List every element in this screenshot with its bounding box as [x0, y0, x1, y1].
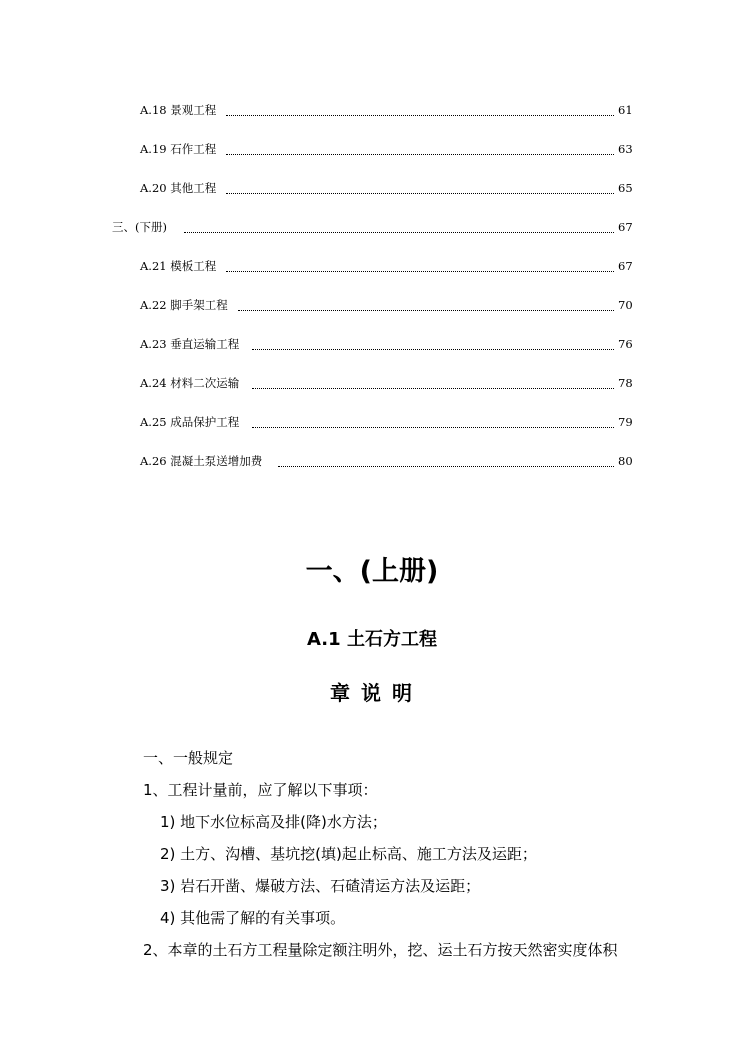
rule-sub-item: 2) 土方、沟槽、基坑挖(填)起止标高、施工方法及运距； — [160, 845, 537, 863]
toc-page-number: 65 — [618, 181, 633, 195]
toc-entry[interactable] — [0, 414, 744, 430]
toc-page-number: 67 — [618, 259, 633, 273]
toc-page-number: 70 — [618, 298, 633, 312]
toc-leader-dots — [226, 141, 614, 155]
toc-page-number: 79 — [618, 415, 633, 429]
toc-entry[interactable] — [0, 219, 744, 235]
chapter-title: A.1 土石方工程 — [307, 629, 437, 650]
volume-title: 一、(上册) — [305, 556, 439, 587]
toc-entry-label: A.18 景观工程 — [140, 103, 217, 117]
toc-entry[interactable] — [0, 141, 744, 157]
toc-entry-label: A.26 混凝土泵送增加费 — [140, 454, 263, 468]
toc-leader-dots — [184, 219, 614, 233]
toc-leader-dots — [252, 375, 614, 389]
rule-sub-item: 3) 岩石开凿、爆破方法、石碴清运方法及运距； — [160, 877, 481, 895]
toc-page-number: 78 — [618, 376, 633, 390]
toc-entry[interactable] — [0, 180, 744, 196]
toc-entry[interactable] — [0, 258, 744, 274]
toc-leader-dots — [252, 414, 614, 428]
toc-entry-label: A.20 其他工程 — [140, 181, 217, 195]
toc-page-number: 67 — [618, 220, 633, 234]
toc-entry-label: A.23 垂直运输工程 — [140, 337, 240, 351]
toc-entry[interactable] — [0, 375, 744, 391]
general-rules-heading: 一、一般规定 — [143, 749, 234, 767]
toc-entry[interactable] — [0, 453, 744, 469]
toc-entry-label: A.21 模板工程 — [140, 259, 217, 273]
rule-sub-item: 1) 地下水位标高及排(降)水方法； — [160, 813, 387, 831]
toc-entry-label: 三、(下册) — [112, 220, 167, 234]
toc-leader-dots — [226, 102, 614, 116]
toc-entry-label: A.25 成品保护工程 — [140, 415, 240, 429]
toc-leader-dots — [252, 336, 614, 350]
toc-page-number: 61 — [618, 103, 633, 117]
toc-leader-dots — [226, 258, 614, 272]
toc-entry[interactable] — [0, 297, 744, 313]
rule-sub-item: 4) 其他需了解的有关事项。 — [160, 909, 346, 927]
toc-leader-dots — [238, 297, 614, 311]
rule-item: 2、本章的土石方工程量除定额注明外，挖、运土石方按天然密实度体积 — [143, 941, 618, 959]
section-title: 章 说 明 — [330, 681, 414, 705]
toc-page-number: 80 — [618, 454, 633, 468]
toc-page-number: 76 — [618, 337, 633, 351]
toc-page-number: 63 — [618, 142, 633, 156]
toc-entry-label: A.19 石作工程 — [140, 142, 217, 156]
toc-leader-dots — [278, 453, 614, 467]
toc-entry-label: A.22 脚手架工程 — [140, 298, 228, 312]
toc-entry[interactable] — [0, 102, 744, 118]
toc-entry[interactable] — [0, 336, 744, 352]
toc-entry-label: A.24 材料二次运输 — [140, 376, 240, 390]
toc-leader-dots — [226, 180, 614, 194]
rule-item: 1、工程计量前，应了解以下事项： — [143, 781, 378, 799]
